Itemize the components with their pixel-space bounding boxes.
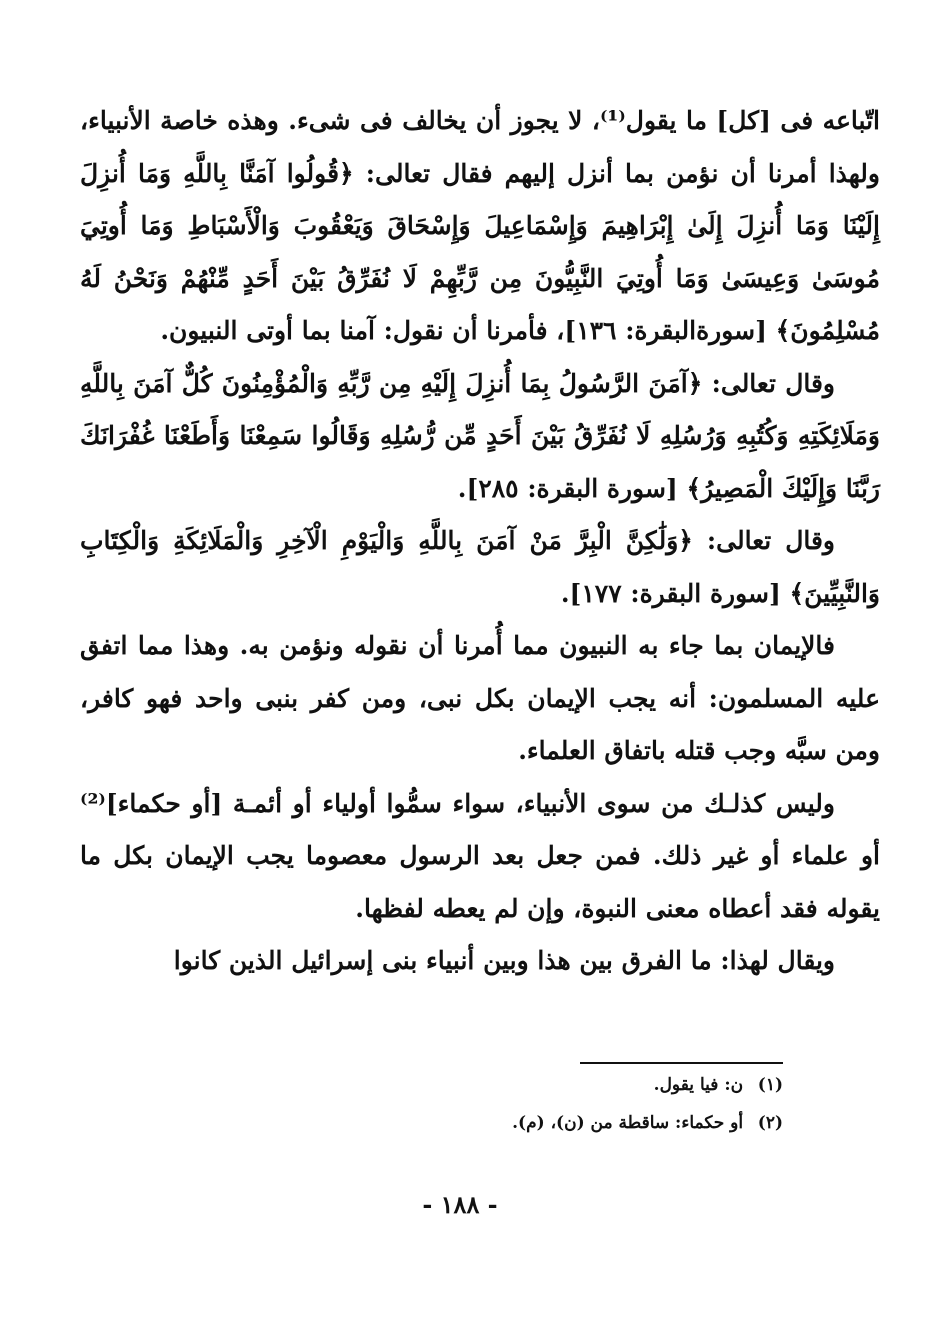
- footnote-separator: [580, 1062, 783, 1064]
- footnote-text: أو حكماء: ساقطة من (ن)، (م).: [512, 1113, 744, 1133]
- footnote-1: [300, 1072, 783, 1098]
- paragraph-6: ويقال لهذا: ما الفرق بين هذا وبين أنبياء بنى إسرائيل الذين كانوا: [173, 946, 835, 975]
- paragraph-2: وقال تعالى: ﴿آمَنَ الرَّسُولُ بِمَا أُنزِلَ إِلَيْهِ مِن رَّبِّهِ وَالْمُؤْمِنُونَ كُلٌّ آمَنَ بِاللَّهِ وَمَلَائِكَتِهِ وَكُتُبِهِ وَرُسُلِهِ لَا نُفَرِّقُ بَيْنَ أَحَدٍ مِّن رُّسُلِهِ وَقَالُوا سَمِعْنَا وَأَطَعْنَا غُفْرَانَكَ رَبَّنَا وَإِلَيْكَ الْمَصِيرُ﴾ [سورة البقرة: ٢٨٥].: [80, 368, 880, 503]
- footnotes: [300, 1072, 783, 1148]
- footnote-2: [300, 1110, 783, 1136]
- footnote-number: (٢): [757, 1113, 783, 1133]
- page-number: - ١٨٨ -: [422, 1190, 498, 1219]
- paragraph-5: وليس كذلـك من سوى الأنبياء، سواء سمُّوا أولياء أو أئمـة [أو حكماء]⁽²⁾ أو علماء أو غير ذلك. فمن جعل بعد الرسول معصوما يجب الإيمان بكل ما يقوله فقد أعطاه معنى النبوة، وإن لم يعطه لفظها.: [80, 788, 880, 923]
- paragraph-4: فالإيمان بما جاء به النبيون مما أُمرنا أن نقوله ونؤمن به. وهذا مما اتفق عليه المسلمون: أنه يجب الإيمان بكل نبى، ومن كفر بنبى واحد فهو كافر، ومن سبَّه وجب قتله باتفاق العلماء.: [80, 631, 880, 765]
- footnote-number: (١): [757, 1075, 783, 1095]
- paragraph-3: وقال تعالى: ﴿وَلَٰكِنَّ الْبِرَّ مَنْ آمَنَ بِاللَّهِ وَالْيَوْمِ الْآخِرِ وَالْمَلَائِكَةِ وَالْكِتَابِ وَالنَّبِيِّينَ﴾ [سورة البقرة: ١٧٧].: [80, 526, 880, 608]
- main-text: [80, 95, 880, 988]
- paragraph-1: اتّباعه فى [كل] ما يقول⁽¹⁾، لا يجوز أن يخالف فى شىء. وهذه خاصة الأنبياء، ولهذا أمرنا أن نؤمن بما أنزل إليهم فقال تعالى: ﴿قُولُوا آمَنَّا بِاللَّهِ وَمَا أُنزِلَ إِلَيْنَا وَمَا أُنزِلَ إِلَىٰ إِبْرَاهِيمَ وَإِسْمَاعِيلَ وَإِسْحَاقَ وَيَعْقُوبَ وَالْأَسْبَاطِ وَمَا أُوتِيَ مُوسَىٰ وَعِيسَىٰ وَمَا أُوتِيَ النَّبِيُّونَ مِن رَّبِّهِمْ لَا نُفَرِّقُ بَيْنَ أَحَدٍ مِّنْهُمْ وَنَحْنُ لَهُ مُسْلِمُونَ﴾ [سورةالبقرة: ١٣٦]، فأمرنا أن نقول: آمنا بما أوتى النبيون.: [80, 106, 880, 345]
- footnote-text: ن: فيا يقول.: [653, 1075, 744, 1095]
